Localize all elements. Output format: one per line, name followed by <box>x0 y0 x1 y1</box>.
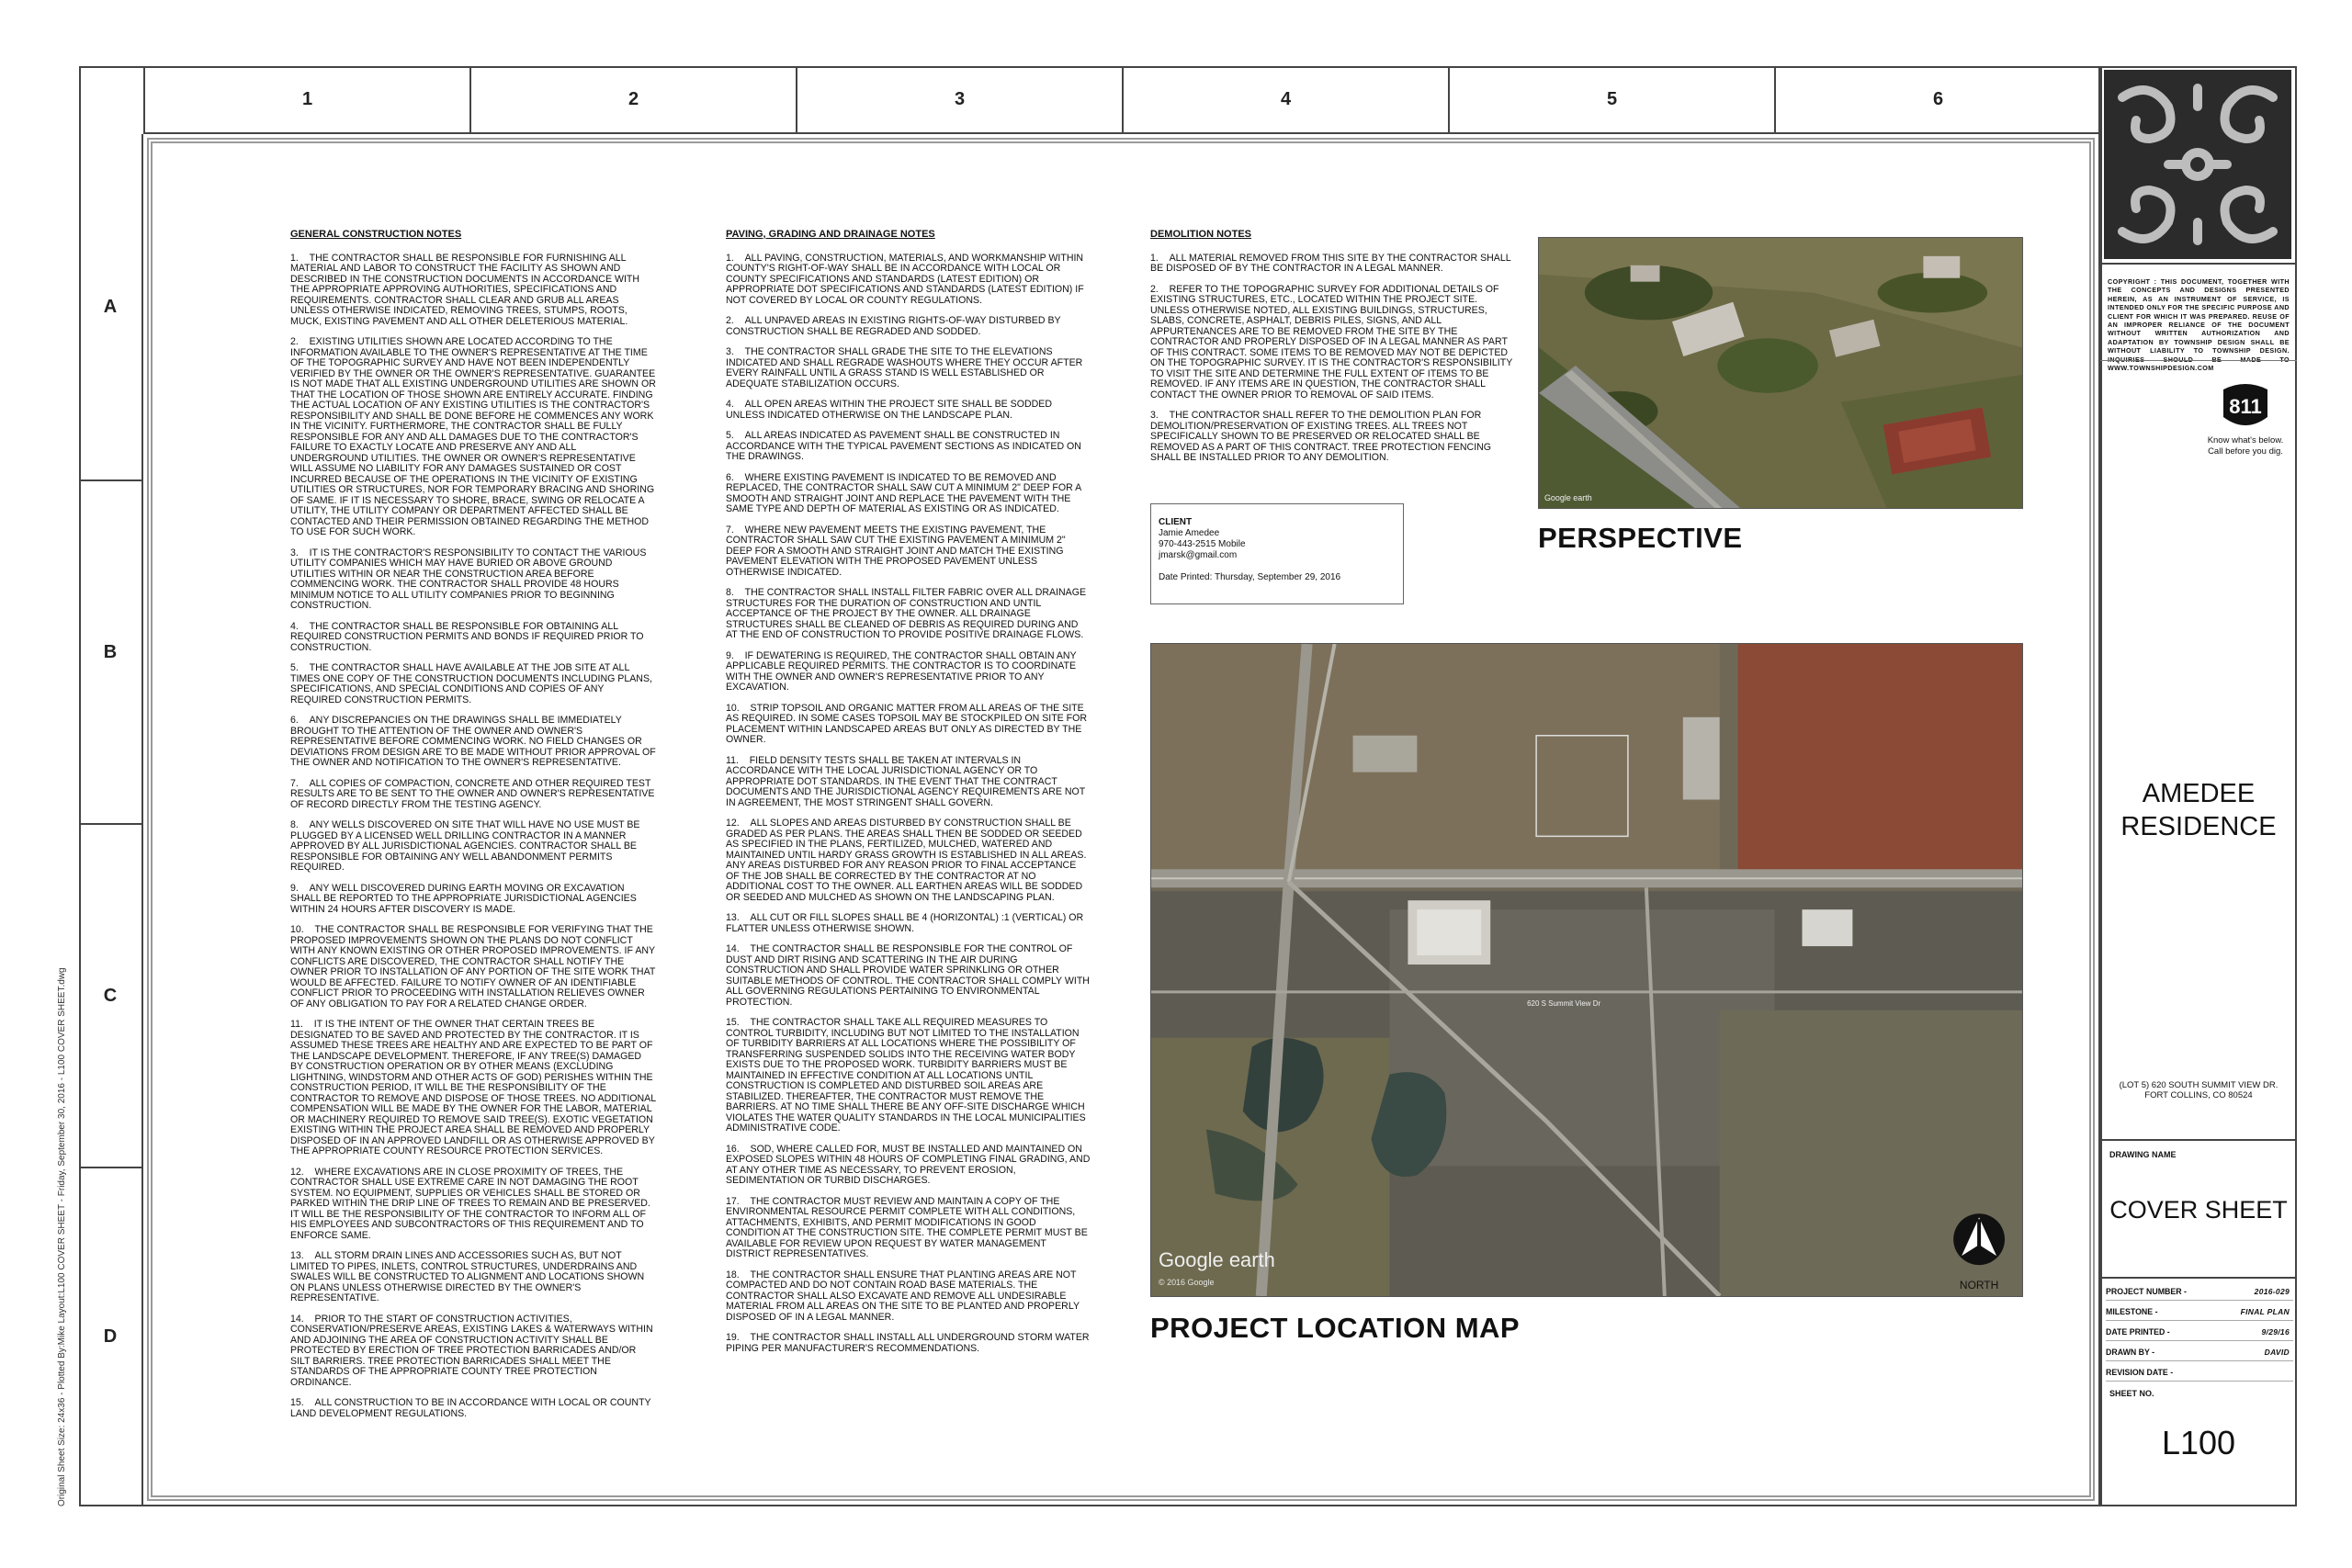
client-header: CLIENT <box>1159 517 1193 527</box>
demolition-note-3: 3. THE CONTRACTOR SHALL REFER TO THE DEMOLITION PLAN FOR DEMOLITION/PRESERVATION OF EXISTING TREES. ALL TREES NOT SPECIFICALLY SHOWN TO BE PRESERVED OR RELOCATED SHALL BE REMOVED AS A PART OF THIS CONTRACT. TREE PROTECTION FENCING SHALL BE INSTALLED PRIOR TO ANY DEMOLITION. <box>1150 410 1492 463</box>
call-811-icon <box>2216 377 2275 435</box>
grid-column-5: 5 <box>1448 66 1774 132</box>
grid-column-2: 2 <box>469 66 796 132</box>
demolition-notes <box>1150 230 1518 474</box>
perspective-aerial-image <box>1538 237 2023 509</box>
general-note-12: 12. WHERE EXCAVATIONS ARE IN CLOSE PROXIMITY OF TREES, THE CONTRACTOR SHALL USE EXTREME CARE IN NOT DAMAGING THE ROOT SYSTEM. NO EQUIPMENT, SUPPLIES OR VEHICLES SHALL BE STORED OR PARKED WITHIN THE DRIP LINE OF TREES TO REMAIN AND BE PRESERVED. IT WILL BE THE RESPONSIBILITY OF THE CONTRACTOR TO INFORM ALL OF HIS EMPLOYEES AND SUBCONTRACTORS OF THIS REQUIREMENT AND TO ENFORCE SAME. <box>290 1166 650 1241</box>
project-address <box>2104 1080 2293 1100</box>
client-email: jmarsk@gmail.com <box>1159 550 1238 560</box>
map-copyright: © 2016 Google <box>1158 1278 1215 1288</box>
paving-note-6: 6. WHERE EXISTING PAVEMENT IS INDICATED TO BE REMOVED AND REPLACED, THE CONTRACTOR SHALL SAW CUT A MINIMUM 2" DEEP FOR A SMOOTH AND STRAIGHT JOINT AND REPLACE THE PAVEMENT WITH THE SAME TYPE AND DEPTH OF MATERIAL AS EXISTING OR AS INDICATED. <box>726 471 1081 514</box>
revision-date-row <box>2106 1363 2293 1382</box>
paving-note-13: 13. ALL CUT OR FILL SLOPES SHALL BE 4 (HORIZONTAL) :1 (VERTICAL) OR FLATTER UNLESS OTHERWISE SHOWN. <box>726 912 1084 934</box>
general-note-8: 8. ANY WELLS DISCOVERED ON SITE THAT WILL HAVE NO USE MUST BE PLUGGED BY A LICENSED WELL DRILLING CONTRACTOR IN A MANNER APPROVED BY ALL JURISDICTIONAL AGENCIES. CONTRACTOR SHALL BE RESPONSIBLE FOR OBTAINING ANY WELL ABANDONMENT PERMITS REQUIRED. <box>290 819 640 873</box>
demolition-note-2: 2. REFER TO THE TOPOGRAPHIC SURVEY FOR ADDITIONAL DETAILS OF EXISTING STRUCTURES, ETC., LOCATED WITHIN THE PROJECT SITE. UNLESS OTHERWISE NOTED, ALL EXISTING BUILDINGS, STRUCTURES, SLABS, CONCRETE, ASPHALT, DEBRIS PILES, SIGNS, AND ALL APPURTENANCES ARE TO BE REMOVED FROM THE SITE BY THE CONTRACTOR AND PROPERLY DISPOSED OF IN A LEGAL MANNER AS PART OF THIS CONTRACT. SOME ITEMS TO BE REMOVED MAY NOT BE DEPICTED ON THE TOPOGRAPHIC SURVEY. IT IS THE CONTRACTOR'S RESPONSIBILITY TO VISIT THE SITE AND DETERMINE THE FULL EXTENT OF ITEMS TO BE REMOVED. IF ANY ITEMS ARE IN QUESTION, THE CONTRACTOR SHALL CONTACT THE OWNER PRIOR TO REMOVAL OF SAID ITEMS. <box>1150 283 1513 400</box>
address-line-1: (LOT 5) 620 SOUTH SUMMIT VIEW DR. <box>2119 1080 2278 1090</box>
grid-column-6: 6 <box>1774 66 2100 132</box>
map-street-label: 620 S Summit View Dr <box>1527 998 1601 1008</box>
drawing-name: COVER SHEET <box>2109 1196 2288 1224</box>
plot-stamp: Original Sheet Size: 24x36 - Plotted By:Mike Layout:L100 COVER SHEET - Friday, September 30, 2016 - L100 COVER SHEET.dwg <box>57 967 67 1506</box>
paving-notes-title: PAVING, GRADING AND DRAINAGE NOTES <box>726 229 935 240</box>
demolition-notes-title: DEMOLITION NOTES <box>1150 229 1251 240</box>
title-block-divider <box>2100 360 2297 361</box>
general-notes-title: GENERAL CONSTRUCTION NOTES <box>290 229 462 240</box>
general-note-6: 6. ANY DISCREPANCIES ON THE DRAWINGS SHALL BE IMMEDIATELY BROUGHT TO THE ATTENTION OF THE OWNER AND OWNER'S REPRESENTATIVE BEFORE COMMENCING WORK. NO FIELD CHANGES OR DEVIATIONS FROM DESIGN ARE TO BE MADE WITHOUT PRIOR APPROVAL OF THE OWNER AND NOTIFICATION TO THE OWNER'S REPRESENTATIVE. <box>290 715 656 768</box>
demolition-note-1: 1. ALL MATERIAL REMOVED FROM THIS SITE BY THE CONTRACTOR SHALL BE DISPOSED OF BY THE CONTRACTOR IN A LEGAL MANNER. <box>1150 252 1511 274</box>
drawn-by-row <box>2106 1343 2293 1361</box>
paving-note-9: 9. IF DEWATERING IS REQUIRED, THE CONTRACTOR SHALL OBTAIN ANY APPLICABLE REQUIRED PERMITS. THE CONTRACTOR IS TO COORDINATE WITH THE OWNER AND OWNER'S REPRESENTATIVE PRIOR TO ANY EXCAVATION. <box>726 649 1077 693</box>
client-name: Jamie Amedee <box>1159 528 1220 538</box>
general-note-5: 5. THE CONTRACTOR SHALL HAVE AVAILABLE AT THE JOB SITE AT ALL TIMES ONE COPY OF THE CONSTRUCTION DOCUMENTS INCLUDING PLANS, SPECIFICATIONS, AND SPECIAL CONDITIONS AND COPIES OF ANY REQUIRED CONSTRUCTION PERMITS. <box>290 662 652 705</box>
general-note-11: 11. IT IS THE INTENT OF THE OWNER THAT CERTAIN TREES BE DESIGNATED TO BE SAVED AND PROTECTED BY THE CONTRACTOR. IT IS ASSUMED THESE TREES ARE HEALTHY AND ARE EXPECTED TO BE PART OF THE LANDSCAPE DEVELOPMENT. THEREFORE, IF ANY TREE(S) DAMAGED BY CONSTRUCTION OPERATION OR BY OTHER MEANS (EXCLUDING LIGHTNING, WINDSTORM AND OTHER ACTS OF GOD) PERISHES WITHIN THE CONSTRUCTION PERIOD, IT WILL BE THE RESPONSIBILITY OF THE CONTRACTOR TO REMOVE AND DISPOSE OF THOSE TREES. NO ADDITIONAL COMPENSATION WILL BE MADE BY THE OWNER FOR THE LABOR, MATERIAL OR MACHINERY REQUIRED TO REMOVE SAID TREE(S). EXOTIC VEGETATION EXISTING WITHIN THE PROJECT AREA SHALL BE REMOVED AND PROPERLY DISPOSED OF IN AN APPROVED LANDFILL OR AS OTHERWISE APPROVED BY THE APPROPRIATE COUNTY RESOURCE PROTECTION SERVICES. <box>290 1019 656 1156</box>
general-note-15: 15. ALL CONSTRUCTION TO BE IN ACCORDANCE WITH LOCAL OR COUNTY LAND DEVELOPMENT REGULATIONS. <box>290 1397 651 1419</box>
general-note-7: 7. ALL COPIES OF COMPACTION, CONCRETE AND OTHER REQUIRED TEST RESULTS ARE TO BE SENT TO THE OWNER AND OWNER'S REPRESENTATIVE OF RECORD DIRECTLY FROM THE TESTING AGENCY. <box>290 777 655 810</box>
paving-note-11: 11. FIELD DENSITY TESTS SHALL BE TAKEN AT INTERVALS IN ACCORDANCE WITH THE LOCAL JURISDICTIONAL AGENCY OR TO APPROPRIATE DOT STANDARDS. IN THE EVENT THAT THE CONTRACT DOCUMENTS AND THE JURISDICTIONAL AGENCY REQUIREMENTS ARE NOT IN AGREEMENT, THE MOST STRINGENT SHALL GOVERN. <box>726 754 1086 808</box>
paving-note-1: 1. ALL PAVING, CONSTRUCTION, MATERIALS, AND WORKMANSHIP WITHIN COUNTY'S RIGHT-OF-WAY SHALL BE IN ACCORDANCE WITH LOCAL OR COUNTY SPECIFICATIONS AND STANDARDS (LATEST EDITION) OR APPROPRIATE DOT SPECIFICATIONS AND STANDARDS (LATEST EDITION) IF NOT COVERED BY LOCAL OR COUNTY REGULATIONS. <box>726 252 1084 306</box>
drawn-by-value: DAVID <box>2264 1347 2290 1357</box>
grid-row-a: A <box>79 134 141 481</box>
milestone-value: FINAL PLAN <box>2240 1306 2290 1316</box>
project-title-line-2: RESIDENCE <box>2120 812 2277 841</box>
project-number-row <box>2106 1282 2293 1301</box>
paving-note-5: 5. ALL AREAS INDICATED AS PAVEMENT SHALL BE CONSTRUCTED IN ACCORDANCE WITH THE TYPICAL PAVEMENT SECTIONS AS INDICATED ON THE DRAWINGS. <box>726 430 1081 462</box>
row-grid-strip <box>79 134 143 1506</box>
paving-note-18: 18. THE CONTRACTOR SHALL ENSURE THAT PLANTING AREAS ARE NOT COMPACTED AND DO NOT CONTAIN ROAD BASE MATERIALS. THE CONTRACTOR SHALL ALSO EXCAVATE AND REMOVE ALL UNDESIRABLE MATERIAL FROM ALL AREAS ON THE SITE TO BE PLANTED AND PROPERLY DISPOSED OF IN A LEGAL MANNER. <box>726 1269 1080 1323</box>
drawing-name-label: DRAWING NAME <box>2109 1150 2177 1159</box>
call-811-block <box>2198 377 2293 457</box>
client-phone: 970-443-2515 Mobile <box>1159 539 1246 549</box>
drawn-by-label: DRAWN BY - <box>2106 1347 2155 1357</box>
general-note-10: 10. THE CONTRACTOR SHALL BE RESPONSIBLE FOR VERIFYING THAT THE PROPOSED IMPROVEMENTS SHOWN ON THE PLANS DO NOT CONFLICT WITH ANY KNOWN EXISTING OR OTHER PROPOSED IMPROVEMENTS. IF ANY CONFLICTS ARE DISCOVERED, THE CONTRACTOR SHALL NOTIFY THE OWNER PRIOR TO INSTALLATION OF ANY PORTION OF THE SITE WORK THAT WOULD BE AFFECTED. FAILURE TO NOTIFY OWNER OF AN IDENTIFIABLE CONFLICT PRIOR TO PROCEEDING WITH INSTALLATION RELIEVES OWNER OF ANY OBLIGATION TO PAY FOR A RELATED CHANGE ORDER. <box>290 924 656 1010</box>
title-block-divider <box>2100 263 2297 265</box>
milestone-row <box>2106 1303 2293 1321</box>
title-block-divider <box>2100 1277 2297 1279</box>
paving-note-2: 2. ALL UNPAVED AREAS IN EXISTING RIGHTS-OF-WAY DISTURBED BY CONSTRUCTION SHALL BE REGRADED AND SODDED. <box>726 315 1061 337</box>
general-note-13: 13. ALL STORM DRAIN LINES AND ACCESSORIES SUCH AS, BUT NOT LIMITED TO PIPES, INLETS, CONTROL STRUCTURES, UNDERDRAINS AND SWALES WILL BE CONSTRUCTED TO ALIGNMENT AND LOCATIONS SHOWN ON PLANS UNLESS OTHERWISE DIRECTED BY THE OWNER'S REPRESENTATIVE. <box>290 1250 645 1303</box>
grid-row-b: B <box>79 481 141 825</box>
paving-note-17: 17. THE CONTRACTOR MUST REVIEW AND MAINTAIN A COPY OF THE ENVIRONMENTAL RESOURCE PERMIT COMPLETE WITH ALL CONDITIONS, ATTACHMENTS, EXHIBITS, AND PERMIT MODIFICATIONS IN GOOD CONDITION AT THE CONSTRUCTION SITE. THE COMPLETE PERMIT MUST BE AVAILABLE FOR REVIEW UPON REQUEST BY WATER MANAGEMENT DISTRICT REPRESENTATIVES. <box>726 1195 1088 1259</box>
paving-note-4: 4. ALL OPEN AREAS WITHIN THE PROJECT SITE SHALL BE SODDED UNLESS INDICATED OTHERWISE ON THE LANDSCAPE PLAN. <box>726 399 1052 421</box>
date-printed-value: 9/29/16 <box>2261 1326 2290 1337</box>
general-note-2: 2. EXISTING UTILITIES SHOWN ARE LOCATED ACCORDING TO THE INFORMATION AVAILABLE TO THE OWNER'S REPRESENTATIVE AT THE TIME OF THE TOPOGRAPHIC SURVEY AND HAVE NOT BEEN INDEPENDENTLY VERIFIED BY THE OWNER OR THE OWNER'S REPRESENTATIVE. GUARANTEE IS NOT MADE THAT ALL EXISTING UNDERGROUND UTILITIES ARE SHOWN OR THAT THE LOCATION OF THOSE SHOWN ARE ENTIRELY ACCURATE. FINDING THE ACTUAL LOCATION OF ANY EXISTING UTILITIES IS THE CONTRACTOR'S RESPONSIBILITY AND SHALL BE DONE BEFORE HE COMMENCES ANY WORK IN THE VICINITY. FURTHERMORE, THE CONTRACTOR SHALL BE FULLY RESPONSIBLE FOR ANY AND ALL DAMAGES DUE TO THE CONTRACTOR'S FAILURE TO EXACTLY LOCATE AND PRESERVE ANY AND ALL UNDERGROUND UTILITIES. THE OWNER OR OWNER'S REPRESENTATIVE WILL ASSUME NO LIABILITY FOR ANY DAMAGES SUSTAINED OR COST INCURRED BECAUSE OF THE OPERATIONS IN THE VICINITY OF EXISTING UTILITIES OR STRUCTURES, NOR FOR TEMPORARY BRACING AND SHORING OF SAME. IF IT IS NECESSARY TO SHORE, BRACE, SWING OR RELOCATE A UTILITY, THE UTILITY COMPANY OR DEPARTMENT AFFECTED SHALL BE CONTACTED AND THEIR PERMISSION OBTAINED REGARDING THE METHOD TO USE FOR SUCH WORK. <box>290 336 656 537</box>
paving-note-12: 12. ALL SLOPES AND AREAS DISTURBED BY CONSTRUCTION SHALL BE GRADED AS PER PLANS. THE AREAS SHALL THEN BE SODDED OR SEEDED AS SPECIFIED IN THE PLANS, FERTILIZED, MULCHED, WATERED AND MAINTAINED UNTIL HARDY GRASS GROWTH IS ESTABLISHED IN ALL AREAS. ANY AREAS DISTURBED FOR ANY REASON PRIOR TO FINAL ACCEPTANCE OF THE JOB SHALL BE CORRECTED BY THE CONTRACTOR AT NO ADDITIONAL COST TO THE OWNER. ALL EARTHEN AREAS WILL BE SODDED OR SEEDED AND MULCHED AS SHOWN ON THE LANDSCAPING PLAN. <box>726 818 1087 903</box>
date-printed-label: DATE PRINTED - <box>2106 1326 2170 1337</box>
paving-note-14: 14. THE CONTRACTOR SHALL BE RESPONSIBLE FOR THE CONTROL OF DUST AND DIRT RISING AND SCATTERING IN THE AIR DURING CONSTRUCTION AND SHALL PROVIDE WATER SPRINKLING OR OTHER SUITABLE METHODS OF CONTROL. THE CONTRACTOR SHALL COMPLY WITH ALL GOVERNING REGULATIONS PERTAINING TO ENVIRONMENTAL PROTECTION. <box>726 943 1090 1008</box>
client-info-box <box>1150 503 1404 604</box>
paving-grading-drainage-notes <box>726 230 1091 1364</box>
general-note-9: 9. ANY WELL DISCOVERED DURING EARTH MOVING OR EXCAVATION SHALL BE REPORTED TO THE APPROPRIATE JURISDICTIONAL AGENCIES WITHIN 24 HOURS AFTER DISCOVERY IS MADE. <box>290 882 637 915</box>
paving-note-7: 7. WHERE NEW PAVEMENT MEETS THE EXISTING PAVEMENT, THE CONTRACTOR SHALL SAW CUT THE EXISTING PAVEMENT A MINIMUM 2" DEEP FOR A SMOOTH AND STRAIGHT JOINT AND MATCH THE EXISTING PAVEMENT ELEVATION WITH THE PROPOSED PAVEMENT UNLESS OTHERWISE INDICATED. <box>726 524 1066 578</box>
map-watermark: Google earth <box>1158 1248 1275 1272</box>
revision-date-label: REVISION DATE - <box>2106 1367 2174 1377</box>
north-arrow-icon <box>1953 1213 2005 1265</box>
milestone-label: MILESTONE - <box>2106 1306 2158 1316</box>
perspective-label: PERSPECTIVE <box>1538 522 1743 554</box>
project-number-value: 2016-029 <box>2254 1286 2290 1296</box>
project-location-map-image <box>1150 643 2023 1297</box>
grid-column-4: 4 <box>1122 66 1448 132</box>
general-note-1: 1. THE CONTRACTOR SHALL BE RESPONSIBLE FOR FURNISHING ALL MATERIAL AND LABOR TO CONSTRUCT THE FACILITY AS SHOWN AND DESCRIBED IN THE CONSTRUCTION DOCUMENTS IN ACCORDANCE WITH THE APPROPRIATE APPROVING AUTHORITIES, SPECIFICATIONS AND REQUIREMENTS. CONTRACTOR SHALL CLEAR AND GRUB ALL AREAS UNLESS OTHERWISE INDICATED, REMOVING TREES, STUMPS, ROOTS, MUCK, EXISTING PAVEMENT AND ALL OTHER DELETERIOUS MATERIAL. <box>290 252 640 327</box>
general-construction-notes <box>290 230 656 1429</box>
copyright-notice: COPYRIGHT : THIS DOCUMENT, TOGETHER WITH THE CONCEPTS AND DESIGNS PRESENTED HEREIN, AS AN INSTRUMENT OF SERVICE, IS INTENDED ONLY FOR THE SPECIFIC PURPOSE AND CLIENT FOR WHICH IT WAS PREPARED. REUSE OF AN IMPROPER RELIANCE OF THE DOCUMENT WITHOUT WRITTEN AUTHORIZATION AND ADAPTATION BY TOWNSHIP DESIGN SHALL BE WITHOUT LIABILITY TO TOWNSHIP DESIGN. INQUIRIES SHOULD BE MADE TO WWW.TOWNSHIPDESIGN.COM <box>2108 277 2290 373</box>
sheet-number-label: SHEET NO. <box>2109 1389 2154 1398</box>
grid-row-c: C <box>79 825 141 1168</box>
general-note-3: 3. IT IS THE CONTRACTOR'S RESPONSIBILITY TO CONTACT THE VARIOUS UTILITY COMPANIES WHICH MAY HAVE BURIED OR ABOVE GROUND UTILITIES WITHIN OR NEAR THE CONSTRUCTION AREA BEFORE COMMENCING WORK. THE CONTRACTOR SHALL PROVIDE 48 HOURS MINIMUM NOTICE TO ALL UTILITY COMPANIES PRIOR TO BEGINNING CONSTRUCTION. <box>290 547 647 611</box>
grid-row-d: D <box>103 1325 118 1347</box>
ornament-logo-icon <box>2104 70 2291 259</box>
date-printed: Date Printed: Thursday, September 29, 2016 <box>1159 572 1341 582</box>
grid-column-1: 1 <box>143 66 469 132</box>
paving-note-16: 16. SOD, WHERE CALLED FOR, MUST BE INSTALLED AND MAINTAINED ON EXPOSED SLOPES WITHIN 48 HOURS OF COMPLETING FINAL GRADING, AND AT ANY OTHER TIME AS NECESSARY, TO PREVENT EROSION, SEDIMENTATION OR TURBID DISCHARGES. <box>726 1143 1091 1186</box>
sheet-number: L100 <box>2161 1424 2236 1461</box>
paving-note-19: 19. THE CONTRACTOR SHALL INSTALL ALL UNDERGROUND STORM WATER PIPING PER MANUFACTURER'S RECOMMENDATIONS. <box>726 1332 1090 1354</box>
column-grid-strip <box>143 66 2100 134</box>
north-label: NORTH <box>1959 1279 1999 1292</box>
date-printed-row <box>2106 1323 2293 1341</box>
general-note-14: 14. PRIOR TO THE START OF CONSTRUCTION ACTIVITIES, CONSERVATION/PRESERVE AREAS, EXISTING LAKES & WATERWAYS WITHIN AND ADJOINING THE AREA OF CONSTRUCTION ACTIVITY SHALL BE PROTECTED BY ERECTION OF TREE PROTECTION BARRICADES AND/OR SILT BARRIERS. TREE PROTECTION BARRICADES SHALL MEET THE STANDARDS OF THE APPROPRIATE COUNTY TREE PROTECTION ORDINANCE. <box>290 1313 653 1388</box>
title-block-divider <box>2100 1139 2297 1141</box>
project-number-label: PROJECT NUMBER - <box>2106 1286 2187 1296</box>
paving-note-10: 10. STRIP TOPSOIL AND ORGANIC MATTER FROM ALL AREAS OF THE SITE AS REQUIRED. IN SOME CASES TOPSOIL MAY BE STOCKPILED ON SITE FOR PLACEMENT WITHIN LANDSCAPED AREAS BUT ONLY AS DIRECTED BY THE OWNER. <box>726 702 1088 745</box>
project-location-map-label: PROJECT LOCATION MAP <box>1150 1312 1521 1344</box>
general-note-4: 4. THE CONTRACTOR SHALL BE RESPONSIBLE FOR OBTAINING ALL REQUIRED CONSTRUCTION PERMITS AND BONDS IF REQUIRED PRIOR TO CONSTRUCTION. <box>290 620 644 653</box>
call-before-dig: Call before you dig. <box>2208 446 2283 457</box>
grid-column-3: 3 <box>796 66 1122 132</box>
project-title-line-1: AMEDEE <box>2142 779 2256 808</box>
paving-note-8: 8. THE CONTRACTOR SHALL INSTALL FILTER FABRIC OVER ALL DRAINAGE STRUCTURES FOR THE DURATION OF CONSTRUCTION AND UNTIL ACCEPTANCE OF THE PROJECT BY THE OWNER. ALL DRAINAGE STRUCTURES SHALL BE CLEANED OF DEBRIS AS REQUIRED DURING AND AT THE END OF CONSTRUCTION TO PROVIDE POSITIVE DRAINAGE FLOWS. <box>726 587 1087 640</box>
address-line-2: FORT COLLINS, CO 80524 <box>2144 1090 2253 1100</box>
perspective-watermark: Google earth <box>1544 493 1592 503</box>
know-whats-below: Know what's below. <box>2207 435 2284 446</box>
project-title <box>2104 777 2293 843</box>
paving-note-15: 15. THE CONTRACTOR SHALL TAKE ALL REQUIRED MEASURES TO CONTROL TURBIDITY, INCLUDING BUT NOT LIMITED TO THE INSTALLATION OF TURBIDITY BARRIERS AT ALL LOCATIONS WHERE THE POSSIBILITY OF TRANSFERRING SUSPENDED SOLIDS INTO THE RECEIVING WATER BODY EXISTS DUE TO THE PROPOSED WORK. TURBIDITY BARRIERS MUST BE MAINTAINED IN EFFECTIVE CONDITION AT ALL LOCATIONS UNTIL CONSTRUCTION IS COMPLETED AND DISTURBED SOIL AREAS ARE STABILIZED. THEREAFTER, THE CONTRACTOR MUST REMOVE THE BARRIERS. AT NO TIME SHALL THERE BE ANY OFF-SITE DISCHARGE WHICH VIOLATES THE WATER QUALITY STANDARDS IN THE LOCAL MUNICIPALITIES ADMINISTRATIVE CODE. <box>726 1017 1086 1134</box>
badge-811-text: 811 <box>2229 395 2262 418</box>
paving-note-3: 3. THE CONTRACTOR SHALL GRADE THE SITE TO THE ELEVATIONS INDICATED AND SHALL REGRADE WASHOUTS WHERE THEY OCCUR AFTER EVERY RAINFALL UNTIL A GRASS STAND IS WELL ESTABLISHED OR ADEQUATE STABILIZATION OCCURS. <box>726 346 1083 389</box>
